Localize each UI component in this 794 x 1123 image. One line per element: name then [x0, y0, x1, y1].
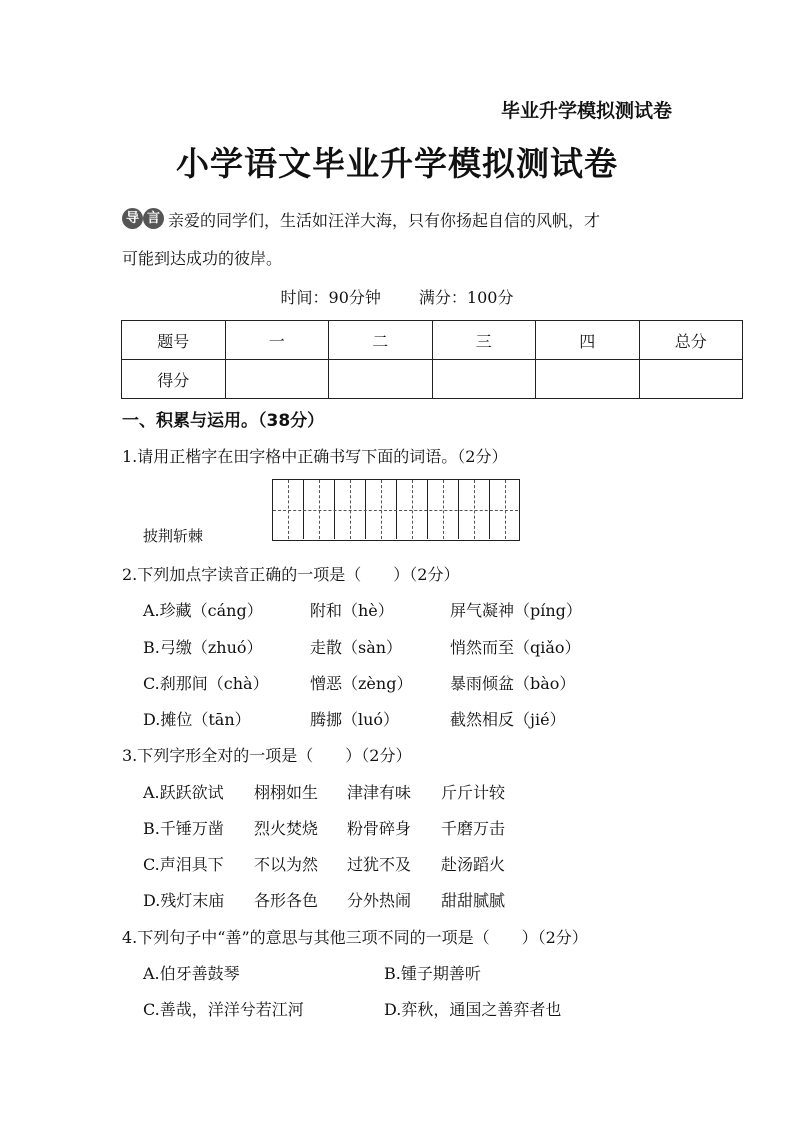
score-header-cell: 二 [329, 321, 433, 360]
exam-time: 时间：90分钟 [280, 288, 381, 307]
score-cell[interactable] [639, 360, 743, 399]
score-row-label: 得分 [122, 360, 226, 399]
score-table [121, 320, 743, 399]
question-1: 1.请用正楷字在田字格中正确书写下面的词语。（2分） [122, 447, 508, 466]
q3-option-d-4: 甜甜腻腻 [441, 891, 506, 910]
q3-option-b-2: 烈火焚烧 [254, 819, 319, 838]
section-1-title: 一、积累与运用。（38分） [122, 411, 325, 431]
q4-option-d: D.弈秋，通国之善弈者也 [384, 1000, 562, 1019]
q2-option-a-3: 屏气凝神（píng） [450, 601, 582, 620]
q4-option-c: C.善哉，洋洋兮若江河 [143, 1000, 304, 1019]
q3-option-a-4: 斤斤计较 [441, 783, 506, 802]
q2-option-c-1: C.刹那间（chà） [143, 674, 269, 693]
q4-option-a: A.伯牙善鼓琴 [143, 964, 240, 983]
score-table-score-row [122, 360, 743, 399]
q2-option-a-1: A.珍藏（cáng） [143, 601, 263, 620]
badge-char-2: 言 [143, 208, 164, 229]
badge-char-1: 导 [122, 208, 143, 229]
exam-info [0, 285, 794, 308]
q3-option-d-1: D.残灯末庙 [143, 891, 225, 910]
score-header-cell: 三 [432, 321, 536, 360]
q2-option-b-2: 走散（sàn） [310, 638, 403, 657]
q2-option-a-2: 附和（hè） [310, 601, 394, 620]
q3-option-a-3: 津津有味 [347, 783, 412, 802]
exam-score: 满分：100分 [418, 288, 514, 307]
score-cell[interactable] [329, 360, 433, 399]
q3-option-c-1: C.声泪具下 [143, 855, 224, 874]
q2-option-c-3: 暴雨倾盆（bào） [450, 674, 576, 693]
q2-option-d-2: 腾挪（luó） [310, 710, 400, 729]
intro-text-1: 亲爱的同学们，生活如汪洋大海，只有你扬起自信的风帆，才 [168, 211, 601, 230]
score-cell[interactable] [225, 360, 329, 399]
q2-option-d-1: D.摊位（tān） [143, 710, 251, 729]
score-table-header-row [122, 321, 743, 360]
tianzige-grid[interactable] [272, 479, 520, 541]
score-header-cell: 总分 [639, 321, 743, 360]
question-2: 2.下列加点字读音正确的一项是（ ）（2分） [122, 565, 460, 584]
q3-option-b-1: B.千锤万凿 [143, 819, 224, 838]
question-3: 3.下列字形全对的一项是（ ）（2分） [122, 746, 412, 765]
q3-option-a-2: 栩栩如生 [254, 783, 319, 802]
q2-option-b-1: B.弓缴（zhuó） [143, 638, 263, 657]
score-cell[interactable] [432, 360, 536, 399]
q3-option-c-2: 不以为然 [254, 855, 319, 874]
question-1-word: 披荆斩棘 [143, 527, 204, 545]
q3-option-d-2: 各形各色 [254, 891, 319, 910]
q4-option-b: B.锺子期善听 [384, 964, 481, 983]
q3-option-b-3: 粉骨碎身 [347, 819, 412, 838]
q3-option-d-3: 分外热闹 [347, 891, 412, 910]
q3-option-b-4: 千磨万击 [441, 819, 506, 838]
q2-option-b-3: 悄然而至（qiǎo） [450, 638, 581, 657]
score-header-cell: 一 [225, 321, 329, 360]
q2-option-c-2: 憎恶（zèng） [310, 674, 413, 693]
score-cell[interactable] [536, 360, 640, 399]
q2-option-d-3: 截然相反（jié） [450, 710, 566, 729]
intro-badge [122, 208, 166, 230]
intro-line-2: 可能到达成功的彼岸。 [122, 249, 283, 268]
page-title: 小学语文毕业升学模拟测试卷 [176, 144, 618, 183]
intro-line-1 [122, 208, 600, 231]
q3-option-c-3: 过犹不及 [347, 855, 412, 874]
q3-option-c-4: 赴汤蹈火 [441, 855, 506, 874]
score-header-cell: 题号 [122, 321, 226, 360]
question-4: 4.下列句子中“善”的意思与其他三项不同的一项是（ ）（2分） [122, 928, 588, 947]
header-right-title: 毕业升学模拟测试卷 [500, 100, 672, 122]
q3-option-a-1: A.跃跃欲试 [143, 783, 224, 802]
score-header-cell: 四 [536, 321, 640, 360]
